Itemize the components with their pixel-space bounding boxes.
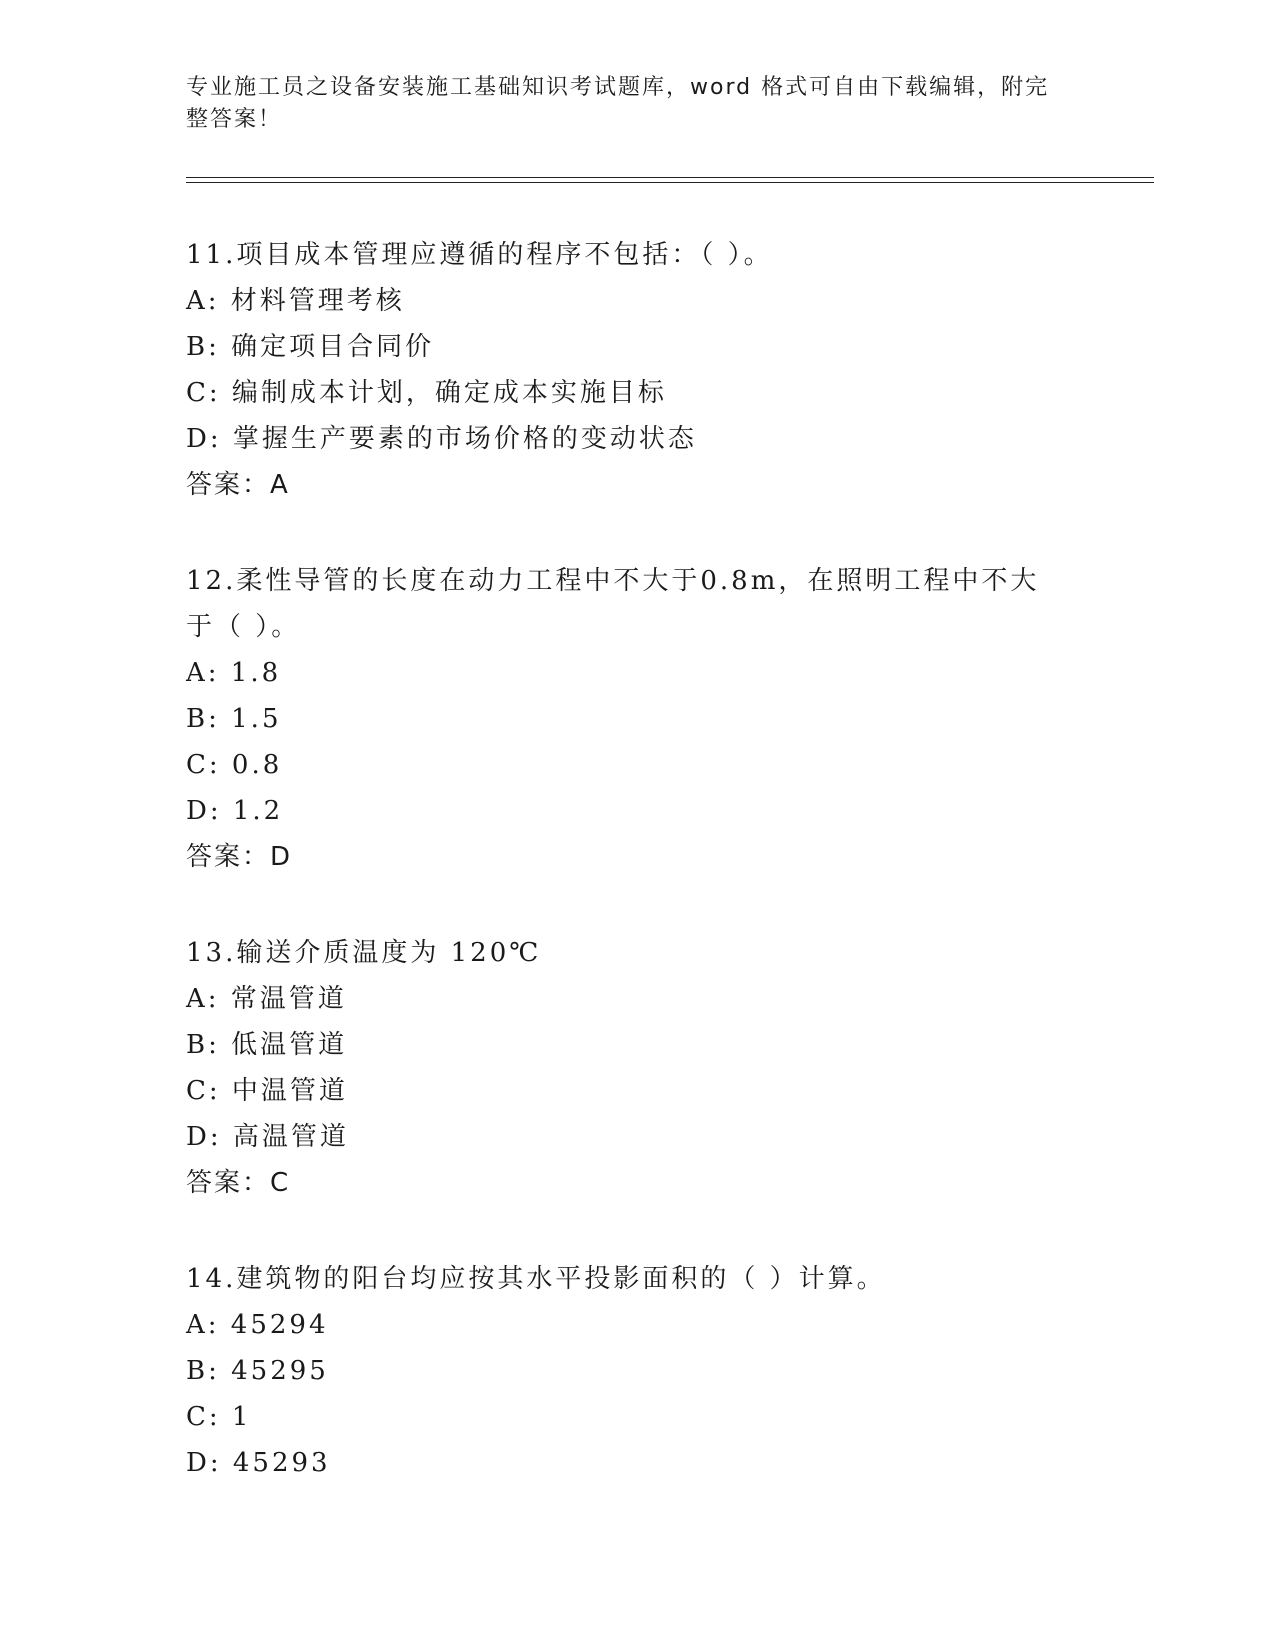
option-a: A: 材料管理考核 (186, 286, 405, 316)
option-d: D: 掌握生产要素的市场价格的变动状态 (186, 424, 697, 454)
option-d: D: 1.2 (186, 796, 284, 826)
question-list (186, 232, 1086, 1536)
question-stem: 13.输送介质温度为 120℃ (186, 938, 542, 968)
document-header: 专业施工员之设备安装施工基础知识考试题库，word 格式可自由下载编辑，附完整答案！ (186, 75, 1050, 132)
option-a: A: 1.8 (186, 658, 282, 688)
answer-line: 答案：D (186, 842, 293, 872)
answer-line: 答案：A (186, 470, 290, 500)
option-c: C: 1 (186, 1402, 252, 1432)
option-b: B: 低温管道 (186, 1030, 348, 1060)
option-d: D: 45293 (186, 1448, 331, 1478)
question-14 (186, 1256, 1086, 1486)
question-12 (186, 558, 1086, 880)
option-c: C: 0.8 (186, 750, 283, 780)
option-a: A: 常温管道 (186, 984, 347, 1014)
option-b: B: 1.5 (186, 704, 282, 734)
option-a: A: 45294 (186, 1310, 329, 1340)
option-c: C: 中温管道 (186, 1076, 348, 1106)
question-stem: 11.项目成本管理应遵循的程序不包括：（ ）。 (186, 240, 773, 270)
header-divider-bottom (186, 182, 1154, 183)
option-b: B: 确定项目合同价 (186, 332, 435, 362)
question-13 (186, 930, 1086, 1206)
option-b: B: 45295 (186, 1356, 329, 1386)
header-divider-top (186, 177, 1154, 178)
question-stem: 12.柔性导管的长度在动力工程中不大于0.8m，在照明工程中不大于（ ）。 (186, 566, 1040, 642)
question-stem: 14.建筑物的阳台均应按其水平投影面积的（ ）计算。 (186, 1264, 886, 1294)
option-d: D: 高温管道 (186, 1122, 349, 1152)
question-11 (186, 232, 1086, 508)
answer-line: 答案：C (186, 1168, 291, 1198)
option-c: C: 编制成本计划，确定成本实施目标 (186, 378, 667, 408)
